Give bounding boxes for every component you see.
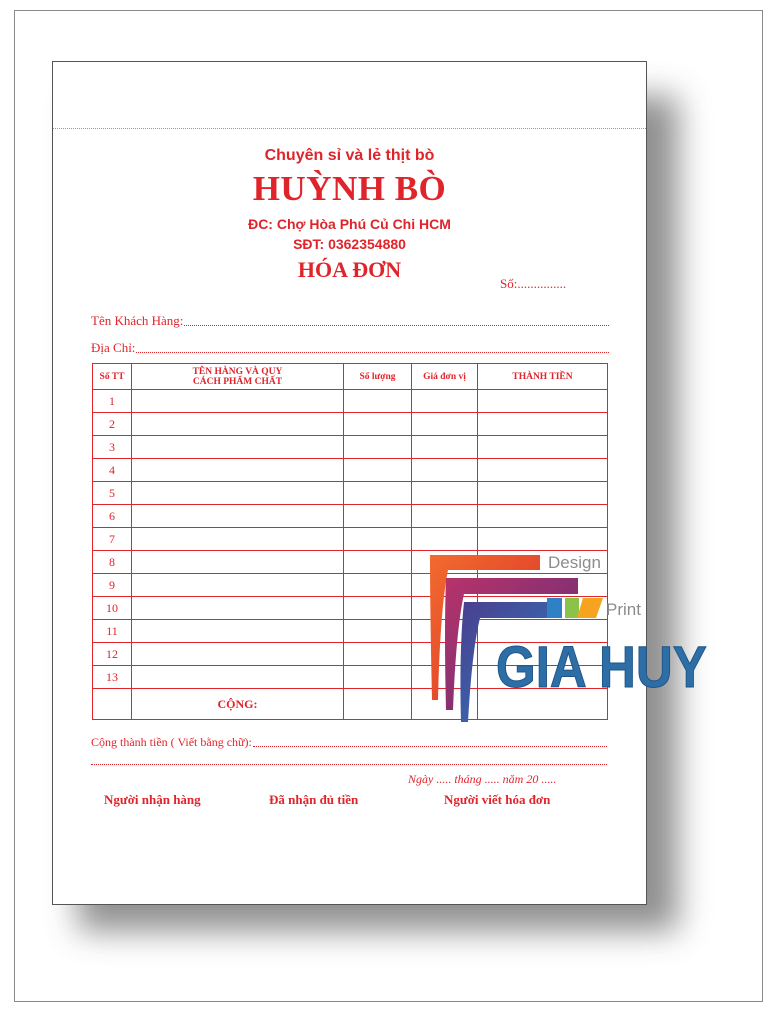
perforation-line bbox=[53, 128, 646, 129]
table-cell bbox=[412, 390, 478, 413]
shop-tagline: Chuyên sỉ và lẻ thịt bò bbox=[264, 147, 435, 164]
table-cell bbox=[132, 482, 344, 505]
logo-brand-text: GIA HUY bbox=[496, 635, 707, 700]
gia-huy-watermark-logo bbox=[428, 550, 728, 725]
customer-name-field bbox=[91, 312, 609, 329]
table-cell bbox=[478, 436, 608, 459]
table-row bbox=[93, 528, 608, 551]
table-cell bbox=[412, 436, 478, 459]
table-cell bbox=[132, 390, 344, 413]
table-cell bbox=[412, 505, 478, 528]
table-cell bbox=[132, 643, 344, 666]
dotted-line bbox=[184, 325, 609, 326]
shop-phone: SĐT: 0362354880 bbox=[293, 236, 406, 252]
table-cell bbox=[344, 551, 412, 574]
table-cell bbox=[344, 459, 412, 482]
table-cell bbox=[478, 390, 608, 413]
table-cell bbox=[132, 666, 344, 689]
table-cell bbox=[132, 528, 344, 551]
signature-paid: Đã nhận đủ tiền bbox=[269, 792, 359, 807]
header-item bbox=[132, 364, 344, 390]
table-cell bbox=[344, 597, 412, 620]
row-number: 8 bbox=[93, 551, 132, 574]
table-cell bbox=[478, 482, 608, 505]
table-header-row bbox=[93, 364, 608, 390]
document-title: HÓA ĐƠN bbox=[297, 257, 402, 282]
row-number: 1 bbox=[93, 390, 132, 413]
total-cell-empty bbox=[344, 689, 412, 720]
table-cell bbox=[344, 620, 412, 643]
invoice-number-field: Số:............... bbox=[500, 276, 567, 291]
row-number: 5 bbox=[93, 482, 132, 505]
shop-address: ĐC: Chợ Hòa Phú Củ Chi HCM bbox=[248, 216, 451, 232]
table-row bbox=[93, 459, 608, 482]
dotted-line bbox=[91, 764, 607, 765]
customer-address-field bbox=[91, 339, 609, 356]
header-amount: THÀNH TIỀN bbox=[478, 364, 608, 390]
header-unit-price: Giá đơn vị bbox=[412, 364, 478, 390]
invoice-sheet bbox=[52, 61, 647, 905]
table-cell bbox=[344, 528, 412, 551]
row-number: 7 bbox=[93, 528, 132, 551]
table-cell bbox=[132, 413, 344, 436]
row-number: 12 bbox=[93, 643, 132, 666]
table-cell bbox=[132, 574, 344, 597]
row-number: 9 bbox=[93, 574, 132, 597]
date-line: Ngày ..... tháng ..... năm 20 ..... bbox=[408, 772, 557, 786]
table-cell bbox=[478, 505, 608, 528]
signature-writer: Người viết hóa đơn bbox=[444, 792, 551, 807]
row-number: 11 bbox=[93, 620, 132, 643]
table-cell bbox=[132, 551, 344, 574]
header-item-line1: TÊN HÀNG VÀ QUY bbox=[192, 366, 283, 377]
table-cell bbox=[344, 436, 412, 459]
header-item-line2: CÁCH PHẨM CHẤT bbox=[192, 376, 283, 387]
table-row bbox=[93, 390, 608, 413]
amount-in-words-field bbox=[91, 735, 607, 750]
dotted-line bbox=[136, 352, 609, 353]
table-cell bbox=[132, 436, 344, 459]
table-row bbox=[93, 505, 608, 528]
customer-address-label: Địa Chỉ: bbox=[91, 340, 136, 355]
amount-in-words-label: Cộng thành tiền ( Viết bằng chữ): bbox=[91, 735, 252, 749]
row-number: 13 bbox=[93, 666, 132, 689]
table-cell bbox=[344, 482, 412, 505]
dotted-line bbox=[253, 746, 607, 747]
table-cell bbox=[344, 643, 412, 666]
row-number: 4 bbox=[93, 459, 132, 482]
signature-receiver: Người nhận hàng bbox=[104, 792, 201, 807]
row-number: 10 bbox=[93, 597, 132, 620]
table-cell bbox=[478, 413, 608, 436]
total-cell-empty bbox=[93, 689, 132, 720]
table-cell bbox=[412, 528, 478, 551]
table-row bbox=[93, 482, 608, 505]
shop-name: HUỲNH BÒ bbox=[252, 169, 447, 208]
table-cell bbox=[344, 390, 412, 413]
table-cell bbox=[132, 459, 344, 482]
table-cell bbox=[344, 666, 412, 689]
table-cell bbox=[344, 413, 412, 436]
logo-print-text: Print bbox=[606, 600, 641, 619]
customer-name-label: Tên Khách Hàng: bbox=[91, 313, 184, 328]
table-cell bbox=[412, 413, 478, 436]
row-number: 6 bbox=[93, 505, 132, 528]
total-label: CỘNG: bbox=[132, 689, 344, 720]
table-cell bbox=[132, 597, 344, 620]
table-cell bbox=[132, 505, 344, 528]
row-number: 2 bbox=[93, 413, 132, 436]
header-qty: Số lượng bbox=[344, 364, 412, 390]
table-row bbox=[93, 436, 608, 459]
table-cell bbox=[478, 459, 608, 482]
table-cell bbox=[412, 459, 478, 482]
table-cell bbox=[478, 528, 608, 551]
table-cell bbox=[344, 505, 412, 528]
header-no: Số TT bbox=[93, 364, 132, 390]
table-cell bbox=[132, 620, 344, 643]
row-number: 3 bbox=[93, 436, 132, 459]
table-cell bbox=[412, 482, 478, 505]
table-row bbox=[93, 413, 608, 436]
logo-design-text: Design bbox=[548, 553, 601, 572]
table-cell bbox=[344, 574, 412, 597]
